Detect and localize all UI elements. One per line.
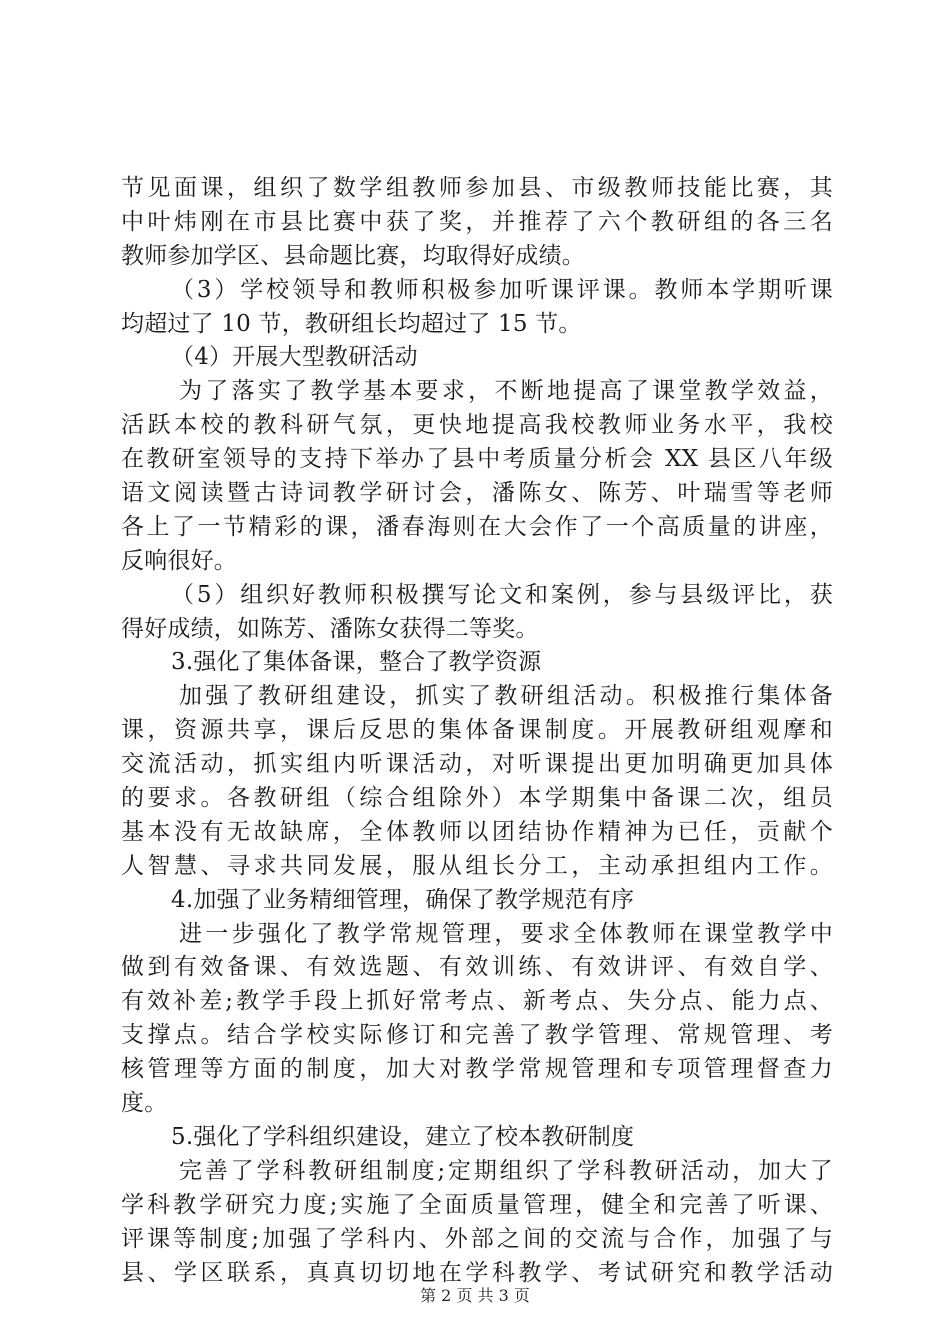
text-line: 学科教学研究力度;实施了全面质量管理，健全和完善了听课、: [121, 1191, 833, 1218]
text-line: 进一步强化了教学常规管理，要求全体教师在课堂教学中: [179, 920, 833, 947]
text-line: 中叶炜刚在市县比赛中获了奖，并推荐了六个教研组的各三名: [121, 208, 833, 235]
text-line: 各上了一节精彩的课，潘春海则在大会作了一个高质量的讲座，: [121, 513, 833, 540]
section-heading: 3.强化了集体备课，整合了教学资源: [171, 649, 542, 676]
text-line: 有效补差;教学手段上抓好常考点、新考点、失分点、能力点、: [121, 988, 833, 1015]
text-line: 评课等制度;加强了学科内、外部之间的交流与合作，加强了与: [121, 1225, 833, 1252]
text-line: 交流活动，抓实组内听课活动，对听课提出更加明确更加具体: [121, 751, 833, 778]
text-line: 完善了学科教研组制度;定期组织了学科教研活动，加大了: [179, 1157, 833, 1184]
text-line: 均超过了 10 节，教研组长均超过了 15 节。: [121, 310, 582, 337]
text-line: 得好成绩，如陈芳、潘陈女获得二等奖。: [121, 615, 539, 642]
text-line: 语文阅读暨古诗词教学研讨会，潘陈女、陈芳、叶瑞雪等老师: [121, 480, 833, 507]
body-text: [121, 172, 833, 1290]
text-line: 反响很好。: [121, 547, 237, 574]
text-line: 核管理等方面的制度，加大对教学常规管理和专项管理督查力: [121, 1056, 833, 1083]
section-heading: 5.强化了学科组织建设，建立了校本教研制度: [171, 1123, 635, 1150]
page-number-footer: 第 2 页 共 3 页: [420, 1286, 530, 1305]
text-line: 活跃本校的教科研气氛，更快地提高我校教师业务水平，我校: [121, 412, 833, 439]
text-line: 教师参加学区、县命题比赛，均取得好成绩。: [121, 242, 585, 269]
text-line: 度。: [121, 1090, 168, 1117]
text-line: 课，资源共享，课后反思的集体备课制度。开展教研组观摩和: [121, 717, 833, 744]
text-line: 节见面课，组织了数学组教师参加县、市级教师技能比赛，其: [121, 175, 833, 201]
text-line: 县、学区联系，真真切切地在学科教学、考试研究和教学活动: [121, 1259, 833, 1286]
text-line: 为了落实了教学基本要求，不断地提高了课堂教学效益，: [179, 378, 833, 405]
subheading: （4）开展大型教研活动: [171, 344, 418, 371]
text-line: （3）学校领导和教师积极参加听课评课。教师本学期听课: [171, 276, 833, 303]
text-line: 的要求。各教研组（综合组除外）本学期集中备课二次，组员: [121, 785, 833, 812]
text-line: 做到有效备课、有效选题、有效训练、有效讲评、有效自学、: [121, 954, 833, 981]
text-line: （5）组织好教师积极撰写论文和案例，参与县级评比，获: [171, 581, 833, 608]
text-line: 人智慧、寻求共同发展，服从组长分工，主动承担组内工作。: [121, 852, 833, 879]
text-line: 在教研室领导的支持下举办了县中考质量分析会 XX 县区八年级: [121, 446, 833, 473]
section-heading: 4.加强了业务精细管理，确保了教学规范有序: [171, 886, 635, 913]
text-line: 基本没有无故缺席，全体教师以团结协作精神为已任，贡献个: [121, 818, 833, 845]
text-line: 支撑点。结合学校实际修订和完善了教学管理、常规管理、考: [121, 1022, 833, 1049]
text-line: 加强了教研组建设，抓实了教研组活动。积极推行集体备: [179, 683, 833, 710]
